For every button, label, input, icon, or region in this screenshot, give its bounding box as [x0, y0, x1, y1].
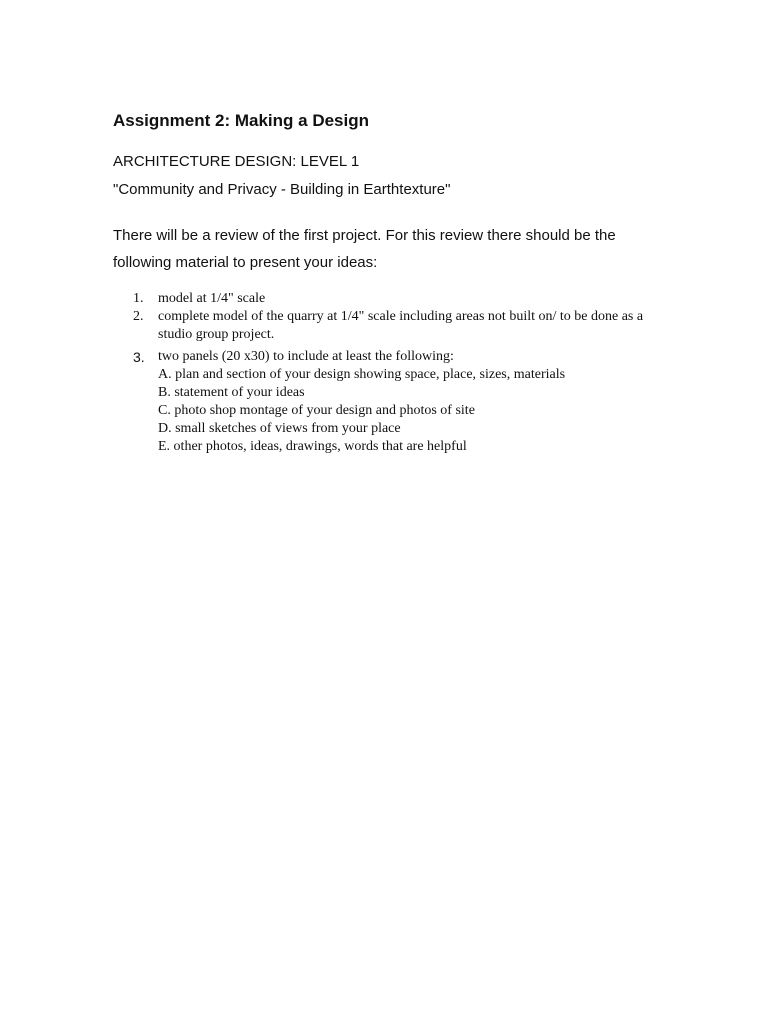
list-item-text: two panels (20 x30) to include at least the following:: [158, 349, 454, 364]
panel-requirements-list: [158, 366, 673, 456]
list-item: [113, 348, 673, 456]
list-item-number: 1.: [133, 291, 144, 306]
list-item-number: 2.: [133, 309, 144, 324]
document-title: Assignment 2: Making a Design: [113, 111, 369, 131]
list-item-number: 3.: [133, 349, 145, 365]
sub-list-item: E. other photos, ideas, drawings, words that are helpful: [158, 439, 467, 454]
project-title: "Community and Privacy - Building in Earthtexture": [113, 181, 451, 198]
course-title: ARCHITECTURE DESIGN: LEVEL 1: [113, 153, 360, 170]
requirements-list: [113, 290, 673, 456]
intro-paragraph: There will be a review of the first project. For this review there should be the following material to present your ideas:: [113, 227, 616, 271]
list-item-text: model at 1/4" scale: [158, 291, 266, 306]
sub-list-item: D. small sketches of views from your place: [158, 421, 401, 436]
list-item: [113, 290, 673, 308]
list-item-text: complete model of the quarry at 1/4" scale including areas not built on/ to be done as a studio group project.: [158, 309, 644, 342]
sub-list-item: C. photo shop montage of your design and photos of site: [158, 403, 475, 418]
sub-list-item: A. plan and section of your design showing space, place, sizes, materials: [158, 367, 566, 382]
sub-list-item: B. statement of your ideas: [158, 385, 305, 400]
list-item: [113, 308, 673, 344]
